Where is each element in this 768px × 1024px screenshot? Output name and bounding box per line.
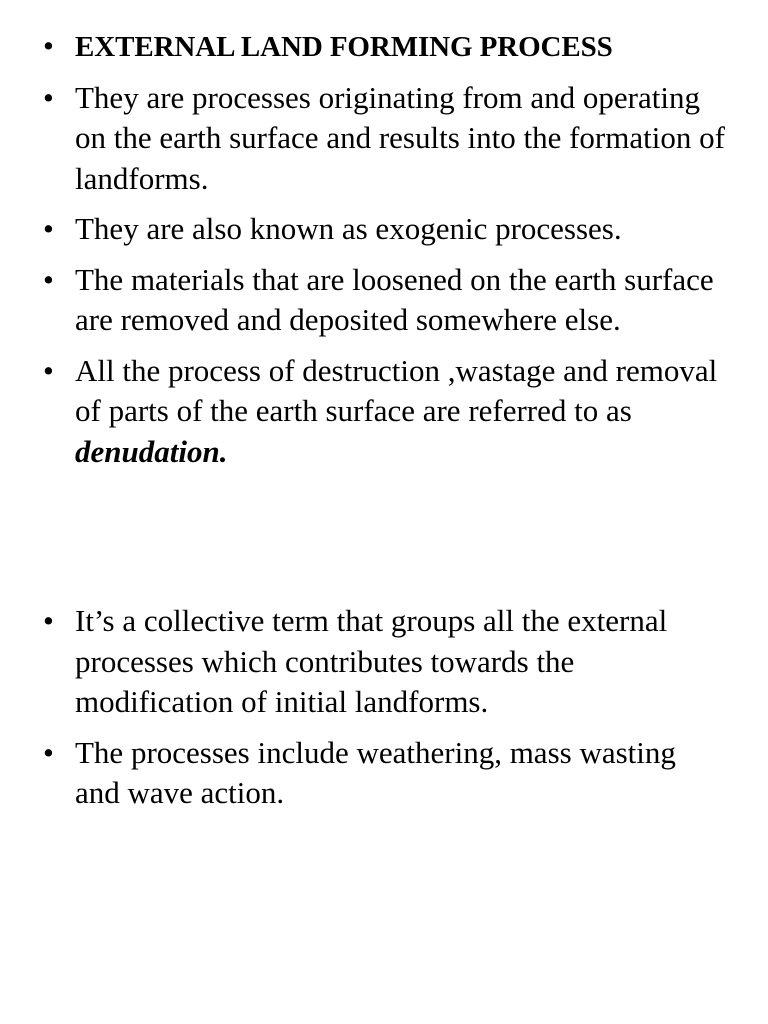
bullet-item: [0, 260, 768, 341]
bullet-icon: •: [43, 352, 54, 388]
bullet-icon: •: [43, 603, 54, 638]
denudation-term: denudation.: [75, 433, 228, 469]
bullet-text: All the process of destruction ,wastage and removal of parts of the earth surface are referred to as: [75, 352, 718, 428]
bullet-item: [0, 601, 768, 723]
bullet-icon: •: [43, 28, 54, 63]
bullet-item: [0, 733, 768, 814]
bullet-text: They are also known as exogenic processes.: [75, 211, 622, 246]
bullet-text: It’s a collective term that groups all the external processes which contributes towards the modification of initial landforms.: [75, 603, 668, 719]
bullet-text: They are processes originating from and operating on the earth surface and results into the formation of landforms.: [75, 79, 725, 196]
bullet-item: [0, 351, 768, 473]
slide-heading: EXTERNAL LAND FORMING PROCESS: [75, 31, 613, 63]
bullet-list-top: [0, 26, 768, 482]
bullet-item: [0, 78, 768, 200]
bullet-icon: •: [43, 211, 54, 246]
bullet-heading: [0, 26, 768, 68]
bullet-icon: •: [43, 79, 54, 115]
bullet-text: The materials that are loosened on the earth surface are removed and deposited somewhere else.: [75, 261, 714, 337]
bullet-list-bottom: [0, 601, 768, 824]
bullet-text: The processes include weathering, mass wasting and wave action.: [75, 734, 676, 810]
bullet-icon: •: [43, 734, 54, 770]
bullet-icon: •: [43, 261, 54, 297]
bullet-item: [0, 209, 768, 250]
